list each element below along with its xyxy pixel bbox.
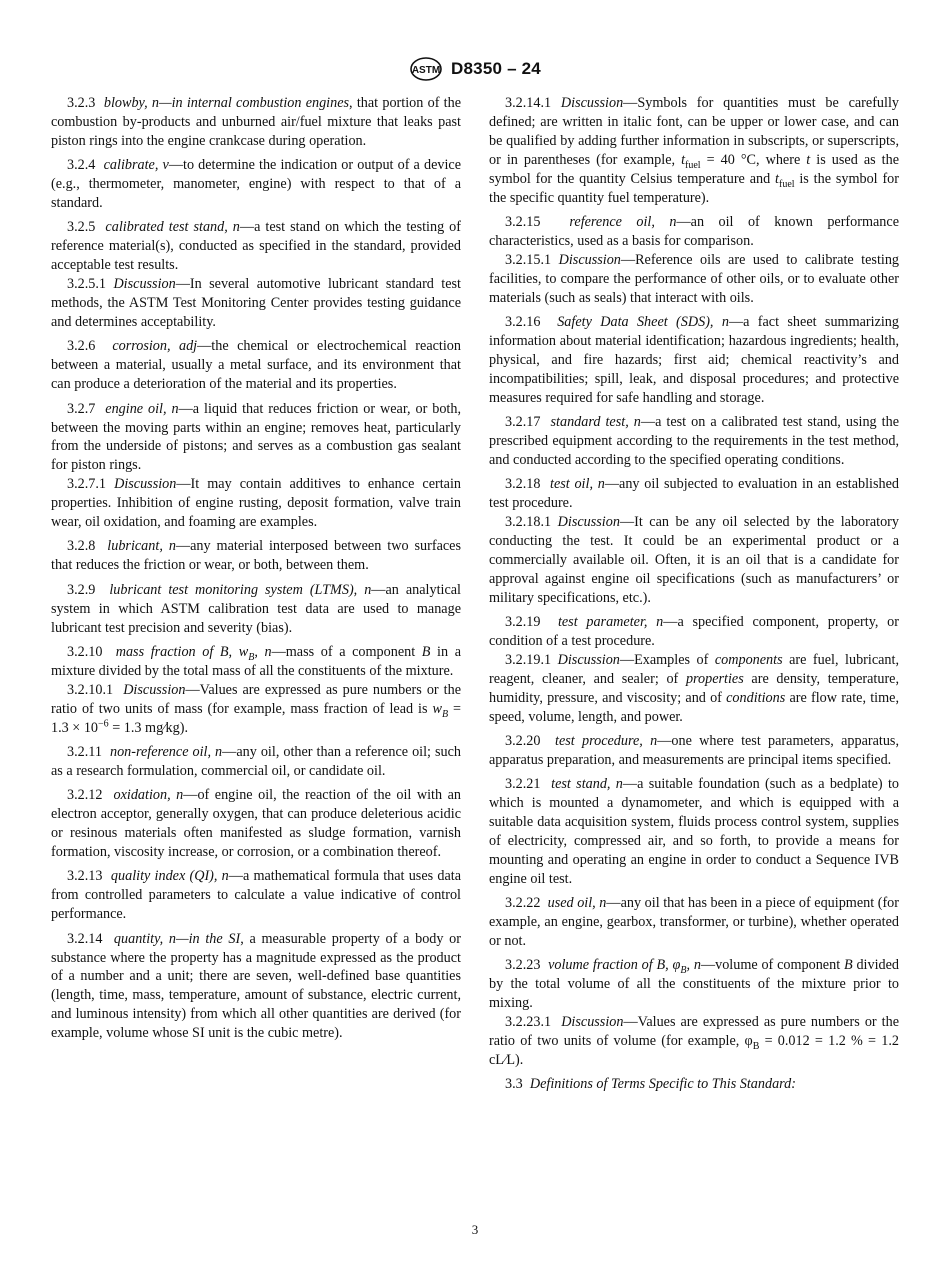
definition-3-2-20: 3.2.20 test procedure, n—one where test parameters, apparatus, apparatus preparation, and measurements are principal items specified.	[489, 733, 900, 768]
definition-3-2-23: 3.2.23 volume fraction of B, $\varphi_B$, n—volume of component B divided by the total volume of all the constituents of the mixture prior to mixing.	[489, 957, 899, 1012]
definition-3-2-17: 3.2.17 standard test, n—a test on a calibrated test stand, using the prescribed equipment according to the requirements in the test method, and conducted according to the specified operating conditions.	[489, 414, 899, 468]
discussion-3-2-18-1: 3.2.18.1 Discussion—It can be any oil selected by the laboratory conducting the test. It could be an experimental product or a commercially available oil. Often, it is an oil that is a candidate for approval against engine oil specifications (such as manufacturers’ or military specifications, etc.).	[489, 514, 900, 606]
discussion-3-2-23-1: 3.2.23.1 Discussion—Values are expressed as pure numbers or the ratio of two units of volume (for example, $\varphi_B = 0.012 = 1.2$ % = 1.2 cL⁄L).	[489, 1014, 900, 1068]
right-column	[489, 94, 899, 1100]
discussion-3-2-19-1: 3.2.19.1 Discussion—Examples of components are fuel, lubricant, reagent, cleaner, and sealer; of properties are density, temperature, humidity, pressure, and viscosity; and of conditions are flow rate, time, speed, volume, length, and power.	[489, 651, 900, 725]
svg-text:ASTM: ASTM	[411, 65, 441, 76]
definition-3-2-5: 3.2.5 calibrated test stand, n—a test stand on which the testing of reference material(s), conducted as specified in the standard, provided acceptable test results.	[51, 219, 462, 274]
definition-3-2-7: 3.2.7 engine oil, n—a liquid that reduces friction or wear, or both, between the moving parts within an engine; removes heat, particularly from the underside of pistons; and serves as a combustion gas sealant for piston rings.	[51, 400, 462, 474]
definition-3-2-19: 3.2.19 test parameter, n—a specified component, property, or condition of a test procedure.	[489, 614, 899, 649]
page-header	[0, 56, 950, 82]
definition-3-2-13: 3.2.13 quality index (QI), n—a mathematical formula that uses data from controlled parameters to calculate a value indicative of control performance.	[51, 868, 461, 923]
definition-3-2-15: 3.2.15 reference oil, n—an oil of known performance characteristics, used as a basis for comparison.	[489, 213, 899, 249]
left-column	[51, 94, 461, 1049]
definition-3-2-14: 3.2.14 quantity, n—in the SI, a measurable property of a body or substance where the property has a magnitude expressed as the product of a number and a unit; there are seven, well-defined base quantities (length, time, mass, temperature, amount of substance, electric current, and luminous intensity) from which all other quantities are derived (for example, volume whose SI unit is the cubic metre).	[51, 930, 462, 1042]
definition-3-2-10: 3.2.10 mass fraction of B, $w_B$, n—mass of a component B in a mixture divided by the total mass of all the constituents of the mixture.	[51, 643, 462, 679]
definition-3-2-16: 3.2.16 Safety Data Sheet (SDS), n—a fact sheet summarizing information about material identification; hazardous ingredients; health, physical, and fire hazards; first aid; chemical reactivity’s and incompatibilities; spill, leak, and disposal procedures; and protective measures required for safe handling and storage.	[489, 313, 899, 406]
definition-3-2-18: 3.2.18 test oil, n—any oil subjected to evaluation in an established test procedure.	[489, 476, 899, 512]
definition-3-2-9: 3.2.9 lubricant test monitoring system (LTMS), n—an analytical system in which ASTM calibration test data are used to manage lubricant test precision and severity (bias).	[51, 581, 461, 636]
definition-3-2-22: 3.2.22 used oil, n—any oil that has been in a piece of equipment (for example, an engine, gearbox, transformer, or turbine), whether operated or not.	[489, 895, 900, 950]
section-3-3-heading: 3.3 Definitions of Terms Specific to This Standard:	[505, 1076, 796, 1093]
definition-3-2-12: 3.2.12 oxidation, n—of engine oil, the reaction of the oil with an electron acceptor, generally oxygen, that can produce deleterious acidic or resinous materials often manifested as sludge formation, varnish formation, viscosity increase, or corrosion, or a combination thereof.	[51, 787, 461, 861]
document-designation: D8350 – 24	[451, 59, 541, 78]
astm-logo-icon	[409, 57, 443, 81]
discussion-3-2-10-1: 3.2.10.1 Discussion—Values are expressed as pure numbers or the ratio of two units of mass (for example, mass fraction of lead is $w_B = 1.3 \times 10^{-6} = 1.3$ mg⁄kg).	[51, 681, 462, 736]
definition-3-2-21: 3.2.21 test stand, n—a suitable foundation (such as a bedplate) to which is mounted a dynamometer, and which is equipped with a suitable data acquisition system, fluids process control system, supplies of electricity, compressed air, and so forth, to provide a means for mounting and operating an engine in order to conduct a Sequence IVB engine oil test.	[489, 776, 899, 887]
definition-3-2-6: 3.2.6 corrosion, adj—the chemical or electrochemical reaction between a material, usually a metal surface, and its environment that can produce a deterioration of the material and its properties.	[51, 338, 461, 393]
definition-3-2-8: 3.2.8 lubricant, n—any material interposed between two surfaces that reduces the friction or wear, or both, between them.	[51, 538, 461, 574]
discussion-3-2-7-1: 3.2.7.1 Discussion—It may contain additives to enhance certain properties. Inhibition of engine rusting, deposit formation, valve train wear, oil oxidation, and foaming are examples.	[51, 476, 462, 531]
definition-3-2-3: 3.2.3 blowby, n—in internal combustion engines, that portion of the combustion by-products and unburned air/fuel mixture that leaks past piston rings into the engine crankcase during operation.	[51, 95, 461, 149]
definition-3-2-4: 3.2.4 calibrate, v—to determine the indication or output of a device (e.g., thermometer, manometer, engine) with respect to that of a standard.	[51, 157, 461, 212]
discussion-3-2-5-1: 3.2.5.1 Discussion—In several automotive lubricant standard test methods, the ASTM Test Monitoring Center provides testing guidance and determines acceptability.	[51, 276, 462, 330]
discussion-3-2-15-1: 3.2.15.1 Discussion—Reference oils are used to calibrate testing facilities, to compare the performance of other oils, or to evaluate other materials (such as seals) that interact with oils.	[489, 251, 900, 306]
page-number: 3	[471, 1222, 479, 1237]
definition-3-2-11: 3.2.11 non-reference oil, n—any oil, other than a reference oil; such as a research formulation, commercial oil, or candidate oil.	[51, 744, 462, 779]
discussion-3-2-14-1: 3.2.14.1 Discussion—Symbols for quantities must be carefully defined; are written in italic font, can be upper or lower case, and can be qualified by adding further information in subscripts, or superscripts, or in parentheses (for example, $t_{fuel} = 40$ °C, where t is used as the symbol for the quantity Celsius temperature and $t_{fuel}$ is the symbol for the specific quantity fuel temperature).	[489, 95, 900, 206]
